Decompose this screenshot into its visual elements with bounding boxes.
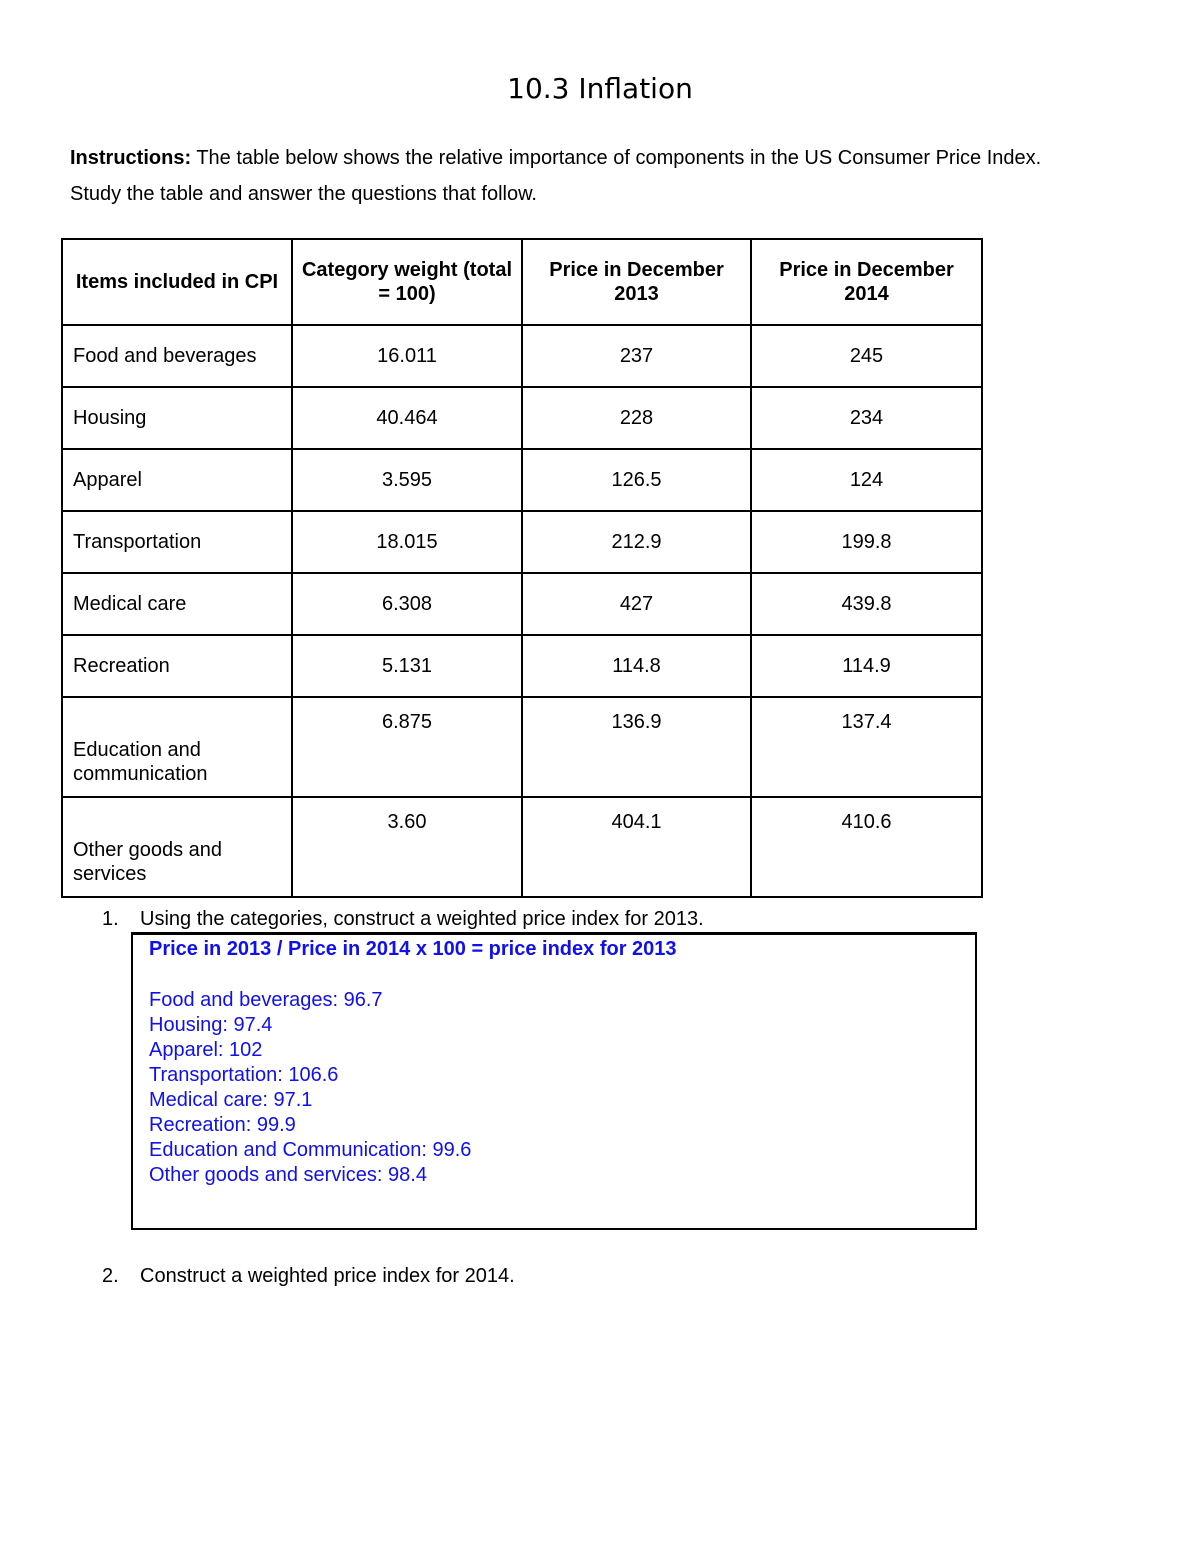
list-item: Transportation: 106.6 — [149, 1064, 339, 1086]
price-2014-cell: 245 — [751, 325, 982, 387]
price-2013-cell: 212.9 — [522, 511, 751, 573]
item-cell: Apparel — [62, 449, 292, 511]
item-cell: Education and communication — [62, 697, 292, 797]
header-price-2013: Price in December 2013 — [522, 239, 751, 325]
answer-results — [149, 988, 471, 1188]
list-item: Food and beverages: 96.7 — [149, 989, 383, 1011]
answer-box — [131, 932, 977, 1230]
weight-cell: 6.875 — [292, 697, 522, 797]
list-item: Apparel: 102 — [149, 1039, 263, 1061]
header-price-2014: Price in December 2014 — [751, 239, 982, 325]
weight-cell: 6.308 — [292, 573, 522, 635]
weight-cell: 18.015 — [292, 511, 522, 573]
item-cell: Transportation — [62, 511, 292, 573]
weight-cell: 3.60 — [292, 797, 522, 897]
table-row — [62, 797, 982, 897]
list-item: Recreation: 99.9 — [149, 1114, 296, 1136]
price-2014-cell: 137.4 — [751, 697, 982, 797]
price-2014-cell: 199.8 — [751, 511, 982, 573]
instructions — [70, 140, 1150, 212]
question-text: Construct a weighted price index for 2014. — [140, 1265, 515, 1287]
instructions-text-1: The table below shows the relative importance of components in the US Consumer Price Index. — [191, 147, 1042, 169]
price-2013-cell: 228 — [522, 387, 751, 449]
list-item: Housing: 97.4 — [149, 1014, 273, 1036]
instructions-line-1 — [70, 140, 1150, 176]
table-row — [62, 697, 982, 797]
price-2014-cell: 114.9 — [751, 635, 982, 697]
price-2013-cell: 126.5 — [522, 449, 751, 511]
weight-cell: 16.011 — [292, 325, 522, 387]
table-row — [62, 511, 982, 573]
table-header-row — [62, 239, 982, 325]
header-category-weight: Category weight (total = 100) — [292, 239, 522, 325]
instructions-label: Instructions: — [70, 147, 192, 169]
weight-cell: 5.131 — [292, 635, 522, 697]
item-cell: Housing — [62, 387, 292, 449]
price-2013-cell: 114.8 — [522, 635, 751, 697]
table-row — [62, 635, 982, 697]
price-2013-cell: 237 — [522, 325, 751, 387]
question-number: 2. — [102, 1265, 119, 1287]
price-2013-cell: 427 — [522, 573, 751, 635]
question-number: 1. — [102, 908, 119, 930]
header-items: Items included in CPI — [62, 239, 292, 325]
question-2 — [102, 1263, 515, 1289]
item-cell: Food and beverages — [62, 325, 292, 387]
list-item: Other goods and services: 98.4 — [149, 1164, 427, 1186]
page-title: 10.3 Inflation — [507, 72, 693, 105]
answer-formula: Price in 2013 / Price in 2014 x 100 = price index for 2013 — [149, 938, 677, 960]
item-cell: Recreation — [62, 635, 292, 697]
question-text: Using the categories, construct a weighted price index for 2013. — [140, 908, 704, 930]
question-1 — [102, 906, 704, 932]
weight-cell: 3.595 — [292, 449, 522, 511]
price-2013-cell: 404.1 — [522, 797, 751, 897]
cpi-table — [61, 238, 983, 898]
item-cell: Other goods and services — [62, 797, 292, 897]
table-row — [62, 449, 982, 511]
price-2014-cell: 439.8 — [751, 573, 982, 635]
table-row — [62, 387, 982, 449]
price-2014-cell: 234 — [751, 387, 982, 449]
list-item: Education and Communication: 99.6 — [149, 1139, 472, 1161]
price-2014-cell: 124 — [751, 449, 982, 511]
weight-cell: 40.464 — [292, 387, 522, 449]
instructions-line-2: Study the table and answer the questions that follow. — [70, 183, 537, 205]
price-2013-cell: 136.9 — [522, 697, 751, 797]
price-2014-cell: 410.6 — [751, 797, 982, 897]
list-item: Medical care: 97.1 — [149, 1089, 313, 1111]
table-row — [62, 573, 982, 635]
table-row — [62, 325, 982, 387]
item-cell: Medical care — [62, 573, 292, 635]
